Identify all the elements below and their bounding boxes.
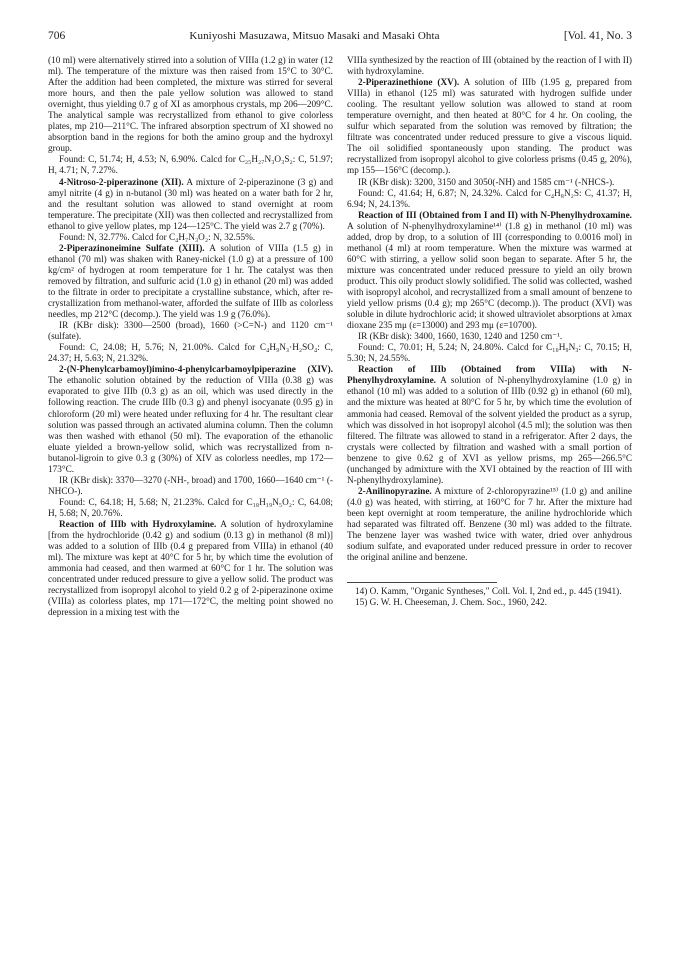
section-heading: Reaction of IIIb with Hydroxylamine. — [59, 519, 217, 530]
right-column-text — [347, 56, 632, 564]
page-number: 706 — [48, 30, 66, 42]
paragraph-text: A solution of IIIb (1.95 g, prepared from VIIIa) in ethanol (125 ml) was saturated with hydrogen sulfide under cooling. The resultant yellow solution was allowed to stand at room temperature overnight, and then heated at 80°C for 4 hr. On cooling, the sulfur which separated from the solution was removed by filtration; the filtrate was concentrated under reduced pressure to give a viscous liquid. The oil solidified spontaneously upon standing. The product was recrystallized from isopropyl alcohol to give colorless prisms (0.45 g, 20%), mp 155—156°C (decomp.). — [347, 78, 632, 177]
paragraph — [48, 476, 333, 498]
section-heading: 4-Nitroso-2-piperazinone (XII). — [59, 177, 184, 188]
paragraph — [48, 233, 333, 244]
paragraph-text: A solution of hydroxylamine [from the hydrochloride (0.42 g) and sodium (0.13 g) in methanol (8 ml)] was added to a solution of IIIb (0.4 g prepared from VIIIa) in ethanol (40 ml). The mixture was kept at 40°C for 5 hr, by which time the evolution of ammonia had ceased, and then warmed at 60°C for 1 hr. The solution was concentrated under reduced pressure to give a yellow solid. The product was recrystallized from isopropyl alcohol to yield 0.2 g of 2-piperazinone oxime (VIIIa) as colorless plates, mp 171—172°C, the melting point showed no depression in a mixing test with the — [48, 519, 333, 619]
paragraph — [347, 487, 632, 564]
paragraph-text: IR (KBr disk): 3300—2500 (broad), 1660 (>C=N-) and 1120 cm⁻¹ (sulfate). — [48, 321, 333, 343]
paragraph-text: Found: N, 32.77%. Calcd for C₄H₇N₃O₂: N, 32.55%. — [59, 232, 256, 243]
paragraph — [48, 321, 333, 343]
section-heading: 2-(N-Phenylcarbamoyl)imino-4-phenylcarbamoylpiperazine (XIV). — [59, 365, 333, 376]
paragraph-text: Found: C, 64.18; H, 5.68; N, 21.23%. Calcd for C₁₈H₁₉N₅O₂: C, 64.08; H, 5.68; N, 20.76%. — [48, 497, 333, 519]
paragraph-text: Found: C, 24.08; H, 5.76; N, 21.00%. Calcd for C₄H₉N₃·H₂SO₄: C, 24.37; H, 5.63; N, 21.32%. — [48, 343, 333, 365]
paragraph-text: Found: C, 70.01; H, 5.24; N, 24.80%. Calcd for C₁₀H₉N₃: C, 70.15; H, 5.30; N, 24.55%. — [347, 343, 632, 365]
paragraph-text: IR (KBr disk): 3370—3270 (-NH-, broad) and 1700, 1660—1640 cm⁻¹ (-NHCO-). — [48, 475, 333, 497]
two-column-body — [48, 56, 632, 619]
paragraph-text: IR (KBr disk): 3200, 3150 and 3050(-NH) and 1585 cm⁻¹ (-NHCS-). — [358, 177, 615, 188]
paragraph — [347, 343, 632, 365]
paragraph — [48, 343, 333, 365]
footnote-rule — [347, 582, 497, 583]
paragraph — [48, 178, 333, 233]
paragraph-text: IR (KBr disk): 3400, 1660, 1630, 1240 and 1250 cm⁻¹. — [358, 332, 563, 343]
paragraph-text: Found: C, 41.64; H, 6.87; N, 24.32%. Calcd for C₄H₈N₂S: C, 41.37; H, 6.94; N, 24.13%. — [347, 188, 632, 210]
paragraph-text: A solution of VIIIa (1.5 g) in ethanol (70 ml) was shaken with Raney-nickel (1.0 g) at a pressure of 100 kg/cm² of hydrogen at room temperature for 1 hr. The catalyst was then removed by filtration, and sulfuric acid (1.0 g) in ethanol (20 ml) was added to the filtrate in order to precipitate a crystalline substance, which, after re-crystallization from methanol-water, afforded the sulfate of IIIb as colorless needles, mp 212°C (decomp.). The yield was 1.9 g (76.0%). — [48, 243, 333, 321]
paragraph-text: Found: C, 51.74; H, 4.53; N, 6.90%. Calcd for C₂₅H₂₇N₃O₃S₂: C, 51.97; H, 4.71; N, 7.27%. — [48, 155, 333, 177]
section-heading: 2-Piperazinoneimine Sulfate (XIII). — [59, 243, 205, 254]
paragraph — [48, 498, 333, 520]
section-heading: 2-Anilinopyrazine. — [358, 486, 432, 497]
right-column — [347, 56, 632, 619]
paragraph-text: (10 ml) were alternatively stirred into a solution of VIIIa (1.2 g) in water (12 ml). The temperature of the mixture was then raised from 15°C to 30°C. After the addition had been completed, the mixture was stirred for several more hours, and then the pale yellow solution was allowed to stand overnight, thus yielding 0.7 g of XI as amorphous crystals, mp 206—209°C. The analytical sample was recrystallized from ethanol to give colorless plates, mp 210—211°C. The infrared absorption spectrum of XI showed no absorption band in the regions for both the amino group and the hydroxyl group. — [48, 56, 333, 155]
paragraph-text: VIIIa synthesized by the reaction of III (obtained by the reaction of I with II) with hydroxylamine. — [347, 56, 632, 78]
paragraph-text: A solution of N-phenylhydroxylamine (1.0 g) in ethanol (10 ml) was added to a solution of IIIb (0.92 g) in ethanol (60 ml), and the mixture was heated at 80°C for 5 hr, by which time the evolution of ammonia had ceased. Removal of the solvent yielded the product as a syrup, which was dissolved in hot isopropyl alcohol (4.5 ml); the solution was then filtered. The filtrate was allowed to stand in a refrigerator. After 2 days, the crystals were collected by filtration and washed with a small portion of benzene to give 0.62 g of XVI as yellow prisms, mp 265—266.5°C (unchanged by admixture with the XVI obtained by the reaction of III with N-phenylhydroxylamine). — [347, 376, 632, 486]
paragraph — [48, 56, 333, 155]
section-heading: Reaction of IIIb (Obtained from VIIIa) with N-Phenylhydroxylamine. — [347, 365, 632, 387]
paragraph — [347, 78, 632, 177]
paragraph — [48, 520, 333, 619]
paragraph — [347, 56, 632, 78]
paragraph — [347, 189, 632, 211]
left-column — [48, 56, 333, 619]
paragraph — [48, 244, 333, 321]
paragraph — [347, 211, 632, 333]
references-list — [347, 587, 632, 609]
reference-item: 15) G. W. H. Cheeseman, J. Chem. Soc., 1960, 242. — [355, 598, 547, 609]
paragraph — [48, 365, 333, 475]
reference-item: 14) O. Kamm, "Organic Syntheses," Coll. Vol. I, 2nd ed., p. 445 (1941). — [355, 587, 622, 598]
section-heading: 2-Piperazinethione (XV). — [358, 78, 460, 89]
paragraph — [347, 365, 632, 487]
paragraph-text: A mixture of 2-chloropyrazine¹⁵⁾ (1.0 g) and aniline (4.0 g) was heated, with stirring, at 160°C for 7 hr. After the mixture had been kept overnight at room temperature, the aniline hydrochloride which had separated was filtrated off. Benzene (30 ml) was added to the filtrate. The benzene layer was washed twice with water, dried over anhydrous sodium sulfate, and evaporated under reduced pressure in order to recover the original aniline and benzene. — [347, 486, 632, 564]
paragraph-text: The ethanolic solution obtained by the reduction of VIIIa (0.38 g) was evaporated to give IIIb (0.3 g) as an oil, which was used directly in the following reaction. The crude IIIb (0.3 g) and phenyl isocyanate (0.95 g) in chloroform (20 ml) were heated under refluxing for 4 hr. The resultant clear solution was passed through an activated alumina column. Then the column was then washed with ethanol (50 ml). The evaporation of the ethanolic eluate yielded a brown-yellow solid, which was recrystallized from n-butanol-ligroin to give 0.3 g (30%) of XIV as colorless needles, mp 172—173°C. — [48, 376, 333, 475]
volume-issue: [Vol. 41, No. 3 — [563, 30, 632, 42]
author-line: Kuniyoshi Masuzawa, Mitsuo Masaki and Masaki Ohta — [189, 30, 440, 42]
paragraph-text: A solution of N-phenylhydroxylamine¹⁴⁾ (1.8 g) in methanol (10 ml) was added, drop by drop, to a solution of III (corresponding to 0.0016 mol) in methanol (4 ml) at room temperature. When the mixture was warmed at 60°C with stirring, a yellow solid soon began to separate. After 5 hr, the mixture was concentrated under reduced pressure to yield an oily brown product. This oily product slowly solidified. The solid was collected, washed with isopropyl alcohol, and recrystallized from a small amount of benzene to yield yellow prisms (0.4 g); mp 265°C (decomp.)). The product (XVI) was soluble in dilute hydrochloric acid; it showed ultraviolet absorptions at λmax dioxane 235 mμ (ε=13000) and 293 mμ (ε=10700). — [347, 221, 632, 332]
paragraph — [347, 178, 632, 189]
paragraph — [347, 332, 632, 343]
paragraph-text: A mixture of 2-piperazinone (3 g) and amyl nitrite (4 g) in n-butanol (30 ml) was heated on a water bath for 2 hr, and the resultant solution was allowed to stand overnight at room temperature. The precipitate (XII) was then collected and recrystallized from ethanol to give yellow plates, mp 124—125°C. The yield was 2.7 g (70%). — [48, 177, 333, 232]
running-header — [48, 30, 632, 42]
section-heading: Reaction of III (Obtained from I and II) with N-Phenylhydroxamine. — [358, 210, 632, 221]
paragraph — [48, 155, 333, 177]
